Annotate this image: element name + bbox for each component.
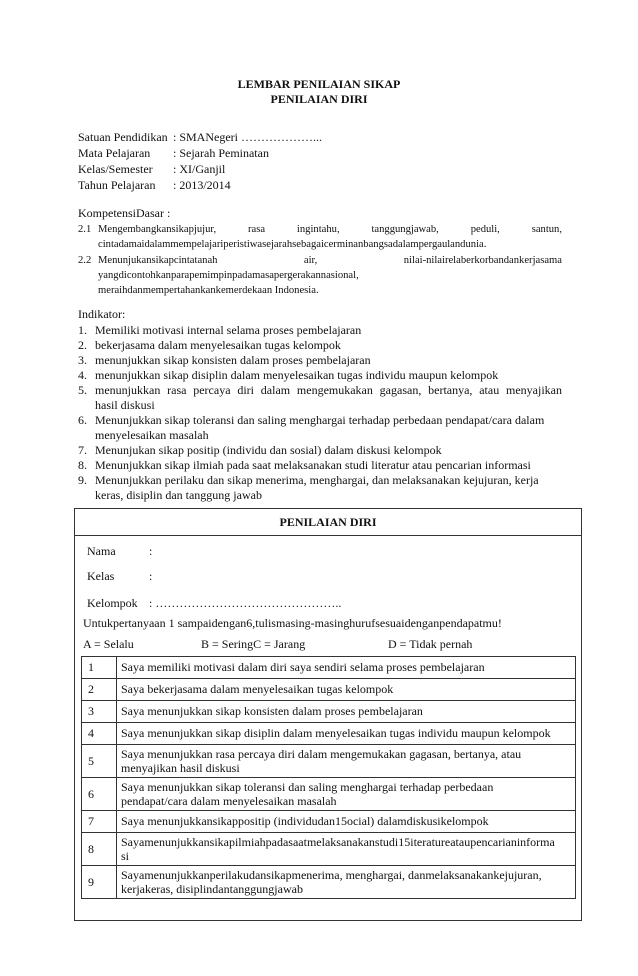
indikator-item-3: [78, 353, 562, 368]
row-number: 2: [82, 679, 117, 701]
kompetensi-line: cintadamaidalammempelajariperistiwasejarahsebagaicerminanbangsadalampergaulandunia.: [98, 239, 487, 250]
indikator-number: 3.: [78, 353, 87, 367]
indikator-heading: Indikator:: [78, 307, 126, 321]
indikator-item-6: [78, 413, 562, 443]
indikator-number: 7.: [78, 443, 87, 457]
row-number: 4: [82, 723, 117, 745]
field-nama[interactable]: [87, 544, 152, 559]
indikator-line: menunjukkan rasa percaya diri dalam mengemukakan gagasan, bertanya, atau menyajikan: [95, 383, 562, 397]
row-number: 3: [82, 701, 117, 723]
meta-value: : XI/Ganjil: [173, 162, 226, 176]
statement-line: Saya menunjukkansikappositip (individudan15ocial) dalamdiskusikelompok: [121, 814, 489, 829]
scale-b-c: B = SeringC = Jarang: [201, 637, 306, 651]
indikator-number: 4.: [78, 368, 87, 382]
indikator-number: 6.: [78, 413, 87, 427]
kompetensi-line: Menunjukansikapcintatanah air, nilai-nilairelaberkorbandankerjasama: [98, 255, 562, 266]
row-number: 7: [82, 811, 117, 833]
document-subtitle: PENILAIAN DIRI: [270, 92, 368, 106]
document-title: LEMBAR PENILAIAN SIKAP: [237, 77, 401, 91]
meta-label: Satuan Pendidikan: [78, 130, 168, 144]
row-statement: [117, 811, 576, 833]
statement-line: Saya menunjukkan rasa percaya diri dalam mengemukakan gagasan, bertanya, atau: [121, 746, 522, 761]
scale-d: D = Tidak pernah: [388, 637, 473, 651]
row-statement: [117, 679, 576, 701]
indikator-line: menunjukkan sikap disiplin dalam menyelesaikan tugas individu maupun kelompok: [95, 368, 499, 382]
kompetensi-line: yangdicontohkanparapemimpinpadamasapergerakannasional,: [98, 270, 359, 281]
table-row: [82, 657, 576, 679]
table-row: [82, 723, 576, 745]
scale-a: A = Selalu: [83, 637, 134, 651]
instruction-text: Untukpertanyaan 1 sampaidengan6,tulismasing-masinghurufsesuaidenganpendapatmu!: [83, 616, 502, 630]
indikator-item-4: [78, 368, 562, 383]
row-number: 5: [82, 745, 117, 778]
table-row: [82, 833, 576, 866]
indikator-number: 1.: [78, 323, 87, 337]
statement-line: Saya menunjukkan sikap disiplin dalam menyelesaikan tugas individu maupun kelompok: [121, 726, 551, 741]
meta-label: Mata Pelajaran: [78, 146, 151, 160]
indikator-line: Menunjukkan sikap toleransi dan saling menghargai terhadap perbedaan pendapat/cara dalam: [95, 413, 545, 427]
row-statement: [117, 778, 576, 811]
indikator-item-2: [78, 338, 562, 353]
meta-label: Kelas/Semester: [78, 162, 153, 176]
field-kelompok[interactable]: [87, 596, 341, 611]
statement-line: pendapat/cara dalam menyelesaikan masalah: [121, 794, 337, 808]
indikator-line: Menunjukkan sikap ilmiah pada saat melaksanakan studi literatur atau pencarian informasi: [95, 458, 531, 472]
statement-line: Saya menunjukkan sikap toleransi dan saling menghargai terhadap perbedaan: [121, 779, 494, 794]
indikator-line: menyelesaikan masalah: [95, 428, 209, 442]
penilaian-diri-box: [74, 508, 582, 921]
indikator-item-7: [78, 443, 562, 458]
indikator-item-8: [78, 458, 562, 473]
row-statement: [117, 723, 576, 745]
kompetensi-item-2-1: [78, 222, 562, 252]
table-row: [82, 701, 576, 723]
indikator-number: 9.: [78, 473, 87, 487]
kompetensi-item-2-2: [78, 253, 562, 298]
statement-line: Saya bekerjasama dalam menyelesaikan tugas kelompok: [121, 682, 394, 697]
indikator-line: bekerjasama dalam menyelesaikan tugas kelompok: [95, 338, 341, 352]
statements-table: [81, 656, 576, 899]
table-row: [82, 745, 576, 778]
kompetensi-line: meraihdanmempertahankankemerdekaan Indonesia.: [98, 285, 319, 296]
statement-line: Saya memiliki motivasi dalam diri saya sendiri selama proses pembelajaran: [121, 660, 485, 675]
meta-tahun-pelajaran: [78, 178, 231, 193]
table-row: [82, 811, 576, 833]
indikator-item-5: [78, 383, 562, 413]
meta-mata-pelajaran: [78, 146, 269, 161]
indikator-number: 8.: [78, 458, 87, 472]
field-label: Kelas: [87, 569, 115, 583]
meta-value: : Sejarah Peminatan: [173, 146, 269, 160]
penilaian-diri-heading: PENILAIAN DIRI: [75, 509, 581, 536]
field-value: :: [149, 569, 153, 583]
indikator-number: 5.: [78, 383, 87, 397]
table-row: [82, 679, 576, 701]
meta-value: : SMANegeri ………………...: [173, 130, 322, 144]
indikator-line: hasil diskusi: [95, 398, 155, 412]
table-row: [82, 866, 576, 899]
indikator-line: Memiliki motivasi internal selama proses pembelajaran: [95, 323, 362, 337]
row-statement: [117, 866, 576, 899]
field-value: : ………………………………………..: [149, 596, 342, 610]
kompetensi-line: Mengembangkansikapjujur, rasa ingintahu, tanggungjawab, peduli, santun,: [98, 224, 562, 235]
statement-line: si: [121, 849, 130, 863]
meta-label: Tahun Pelajaran: [78, 178, 156, 192]
statement-line: Saya menunjukkan sikap konsisten dalam proses pembelajaran: [121, 704, 423, 719]
indikator-line: menunjukkan sikap konsisten dalam proses pembelajaran: [95, 353, 371, 367]
row-statement: [117, 701, 576, 723]
meta-value: : 2013/2014: [173, 178, 231, 192]
kompetensi-number: 2.2: [78, 255, 92, 266]
meta-satuan-pendidikan: [78, 130, 322, 145]
table-row: [82, 778, 576, 811]
kompetensi-heading: KompetensiDasar :: [78, 206, 171, 220]
statement-line: menyajikan hasil diskusi: [121, 761, 240, 775]
indikator-item-1: [78, 323, 562, 338]
indikator-line: Menunjukan sikap positip (individu dan sosial) dalam diskusi kelompok: [95, 443, 442, 457]
field-label: Nama: [87, 544, 116, 558]
indikator-item-9: [78, 473, 562, 503]
statement-line: Sayamenunjukkansikapilmiahpadasaatmelaksanakanstudi15iteratureataupencarianinforma: [121, 834, 555, 849]
statement-line: Sayamenunjukkanperilakudansikapmenerima, menghargai, danmelaksanakankejujuran,: [121, 867, 542, 882]
row-statement: [117, 745, 576, 778]
kompetensi-number: 2.1: [78, 224, 92, 235]
statement-line: kerjakeras, disiplindantanggungjawab: [121, 882, 303, 896]
row-number: 8: [82, 833, 117, 866]
indikator-line: Menunjukkan perilaku dan sikap menerima, menghargai, dan melaksanakan kejujuran, kerja: [95, 473, 539, 487]
field-value: :: [149, 544, 153, 558]
rating-scale: [83, 637, 563, 653]
field-label: Kelompok: [87, 596, 138, 610]
row-statement: [117, 833, 576, 866]
meta-kelas-semester: [78, 162, 225, 177]
row-statement: [117, 657, 576, 679]
indikator-line: keras, disiplin dan tanggung jawab: [95, 488, 262, 502]
row-number: 6: [82, 778, 117, 811]
field-kelas[interactable]: [87, 569, 152, 584]
row-number: 9: [82, 866, 117, 899]
indikator-number: 2.: [78, 338, 87, 352]
row-number: 1: [82, 657, 117, 679]
